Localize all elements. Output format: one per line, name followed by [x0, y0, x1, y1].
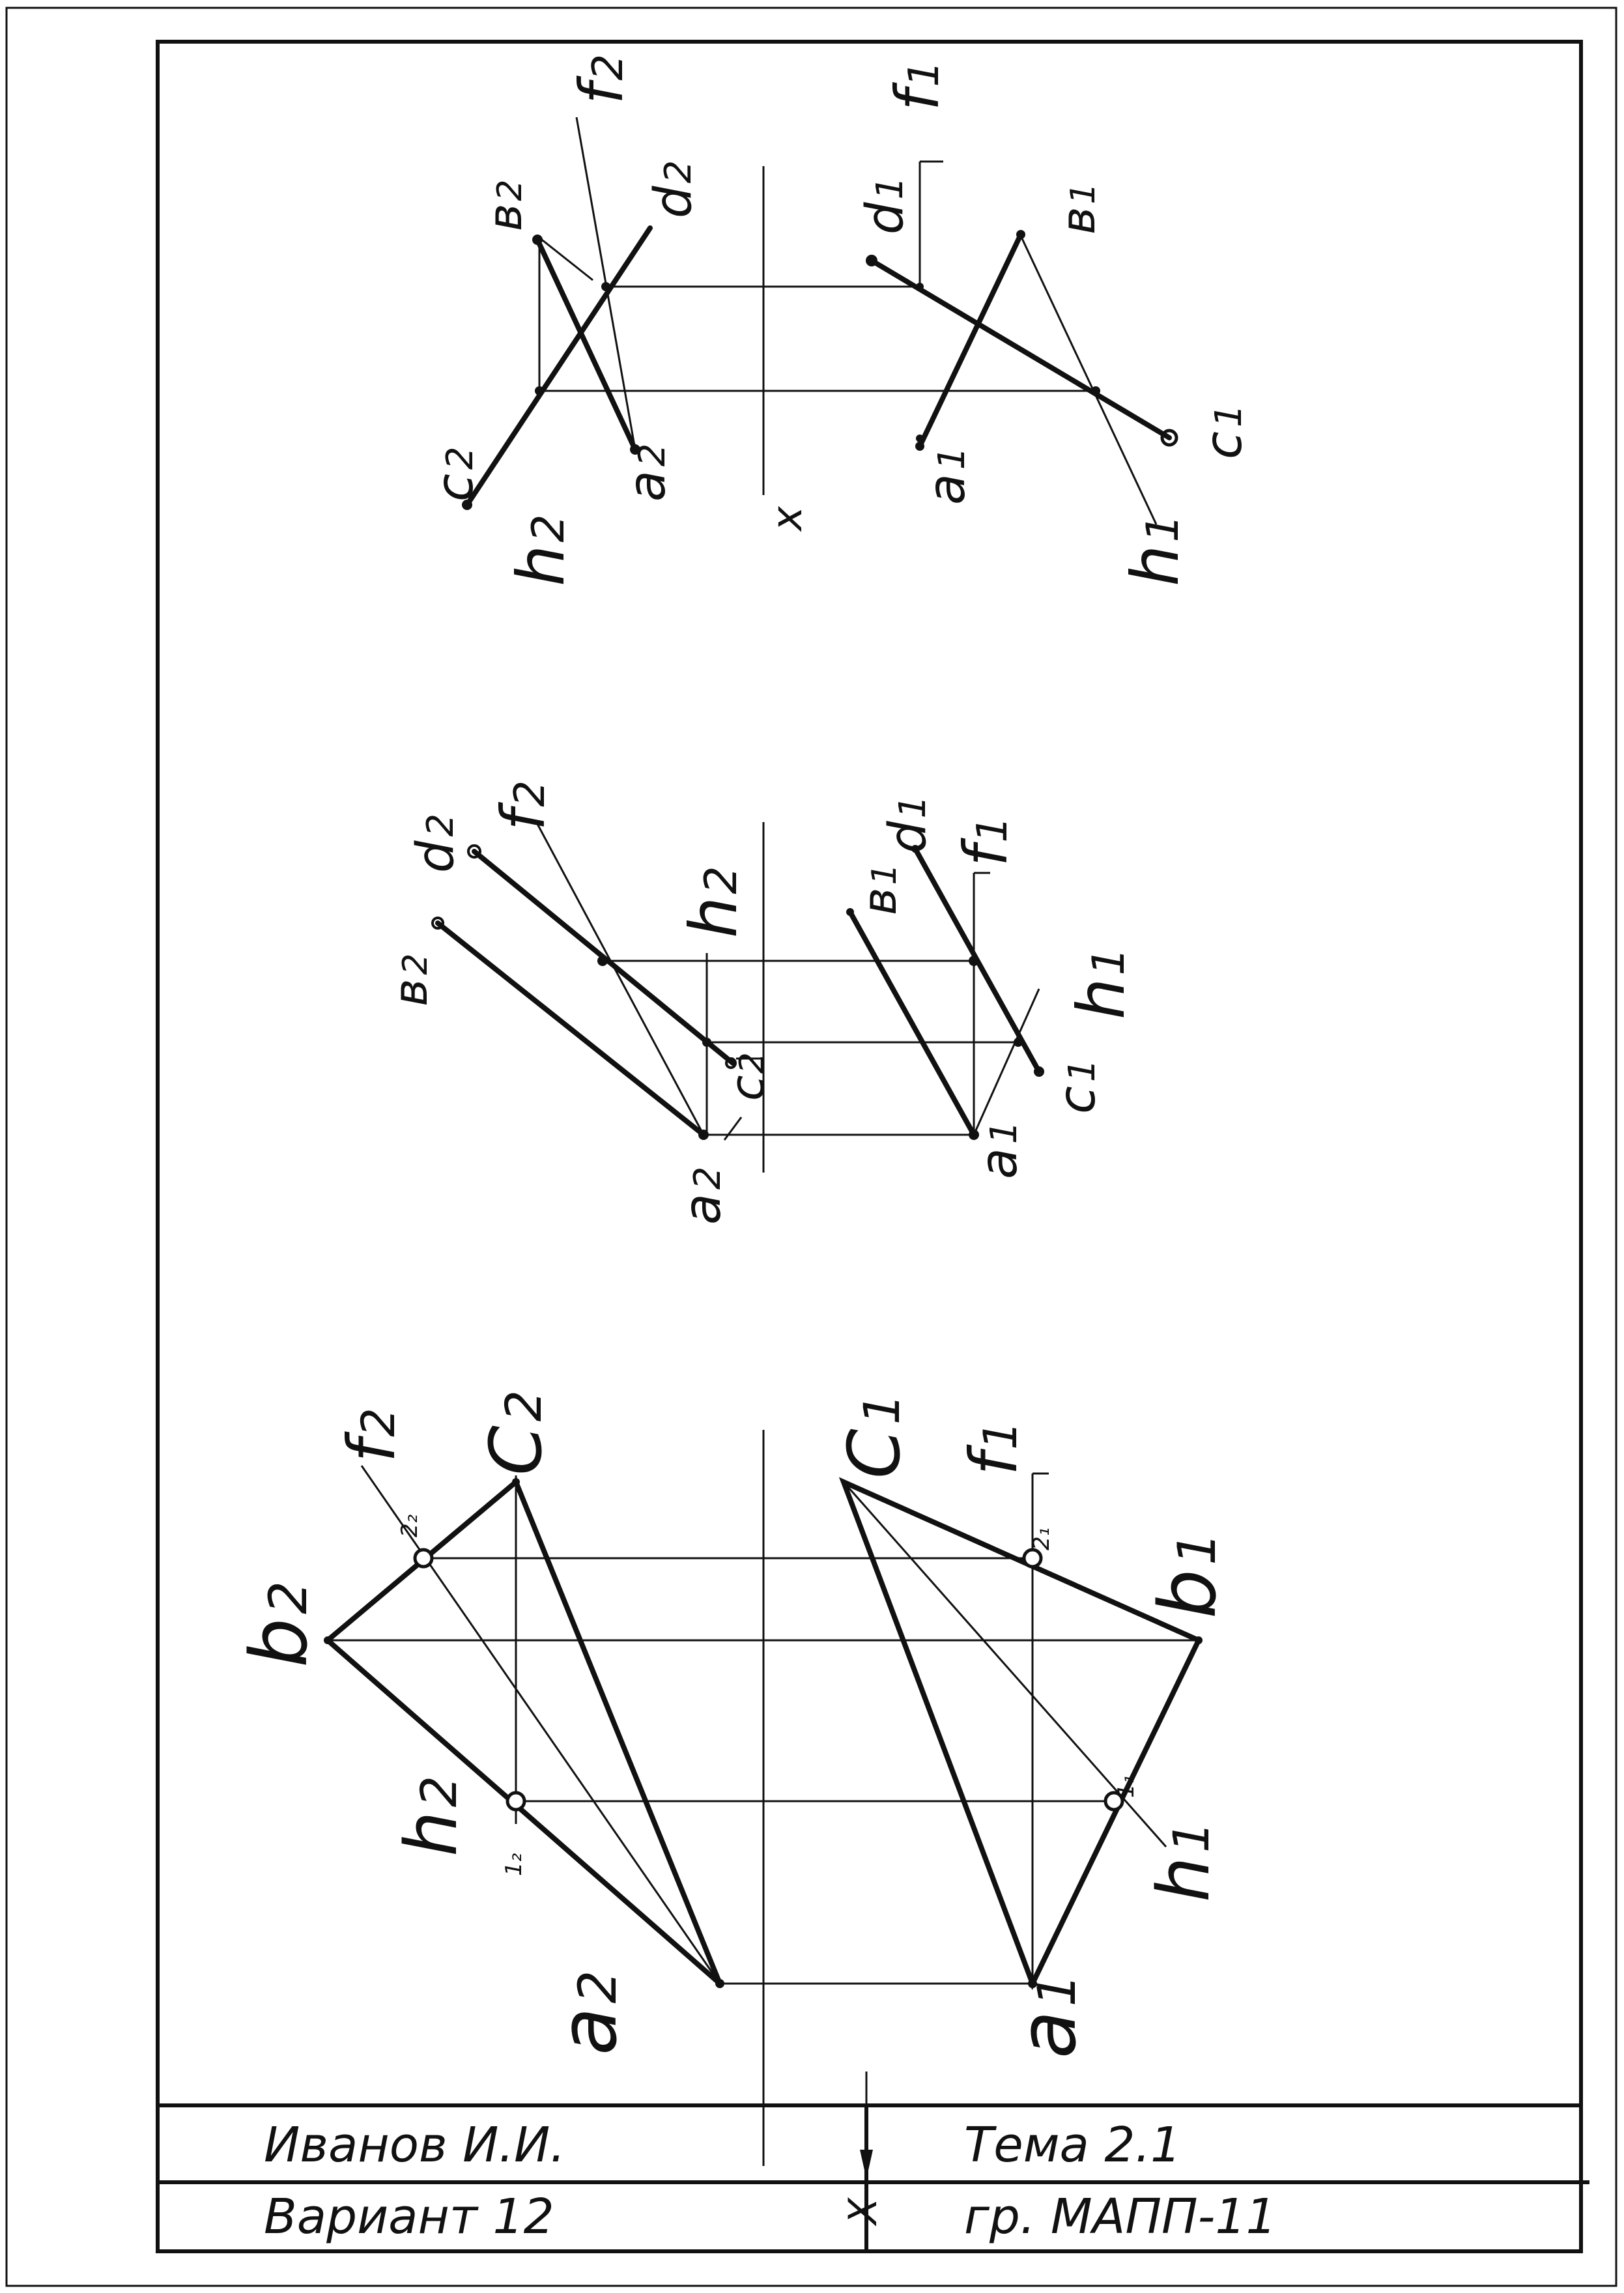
outer-border — [7, 8, 1616, 2286]
figure-2 — [383, 780, 1139, 1225]
fig3-label-x: x — [763, 506, 812, 531]
fig2-label-a2: a2 — [674, 1166, 732, 1225]
fig2-label-h2: h2 — [676, 866, 752, 938]
fig1-label-h2: h2 — [390, 1775, 473, 1857]
axis-mark: X — [840, 2197, 886, 2225]
fig2-label-d1: d1 — [879, 795, 937, 853]
fig1-point-label-1-2: 1₂ — [501, 1853, 527, 1876]
figure-3 — [426, 54, 1253, 586]
fig1-point-label-1-1: 1₁ — [1113, 1774, 1139, 1798]
fig3-label-c2: c2 — [426, 446, 485, 502]
fig3-label-b1: в1 — [1051, 182, 1105, 235]
fig3-label-b2: в2 — [477, 179, 532, 231]
fig1-label-f2: f2 — [334, 1408, 410, 1462]
fig1-point-label-2-2: 2₂ — [397, 1514, 423, 1537]
fig2-label-d2: d2 — [406, 813, 465, 873]
author-name: Иванов И.И. — [264, 2117, 565, 2173]
fig2-label-f1: f1 — [951, 816, 1021, 866]
topic-label: Тема 2.1 — [964, 2117, 1182, 2173]
fig1-label-b1: b1 — [1143, 1531, 1234, 1619]
axis-arrowhead — [860, 2150, 873, 2179]
fig2-label-a1: a1 — [970, 1120, 1029, 1179]
fig1-label-a2: a2 — [544, 1970, 634, 2055]
fig3-label-f1: f1 — [883, 60, 952, 111]
fig3-label-f2: f2 — [567, 53, 636, 104]
fig3-label-d2: d2 — [644, 160, 703, 218]
fig2-label-b2: в2 — [383, 953, 438, 1006]
fig3-label-h1: h1 — [1117, 514, 1193, 586]
fig1-label-c2: C2 — [474, 1389, 558, 1475]
line-b2-a2 — [438, 923, 704, 1135]
fig2-label-h1: h1 — [1063, 947, 1139, 1019]
line-b1-a1 — [850, 912, 974, 1135]
fig2-label-b1: в1 — [852, 863, 907, 915]
h1-line-3 — [1021, 236, 1156, 524]
variant-label: Вариант 12 — [264, 2189, 554, 2245]
fig3-label-a2: a2 — [618, 443, 677, 502]
fig1-label-h1: h1 — [1142, 1821, 1225, 1902]
fig3-label-a1: a1 — [918, 446, 976, 505]
x-axis-2-tick — [724, 1117, 741, 1140]
fig1-label-f1: f1 — [956, 1421, 1032, 1475]
fig1-point-label-2-1: 2₁ — [1029, 1527, 1055, 1550]
fig1-label-c1: C1 — [833, 1393, 916, 1479]
point-2-2 — [415, 1550, 432, 1567]
group-label: гр. МАПП-11 — [964, 2189, 1277, 2245]
fig1-label-a1: a1 — [1003, 1973, 1094, 2058]
fig1-label-b2: b2 — [235, 1580, 325, 1668]
point-2-1 — [1024, 1550, 1041, 1567]
point-1-2 — [507, 1793, 524, 1810]
fig2-label-f2: f2 — [489, 780, 558, 831]
title-block — [158, 2072, 1589, 2251]
f2-line-2 — [537, 824, 704, 1135]
drawing-frame — [158, 42, 1581, 2251]
fig3-label-h2: h2 — [503, 514, 579, 586]
fig2-label-c1: c1 — [1048, 1059, 1107, 1114]
fig3-label-c1: c1 — [1195, 404, 1253, 459]
fig2-label-c2: c2 — [720, 1052, 775, 1101]
line-cd-2 — [467, 228, 650, 505]
figure-1 — [235, 1390, 1234, 2166]
fig3-label-d1: d1 — [856, 176, 915, 235]
